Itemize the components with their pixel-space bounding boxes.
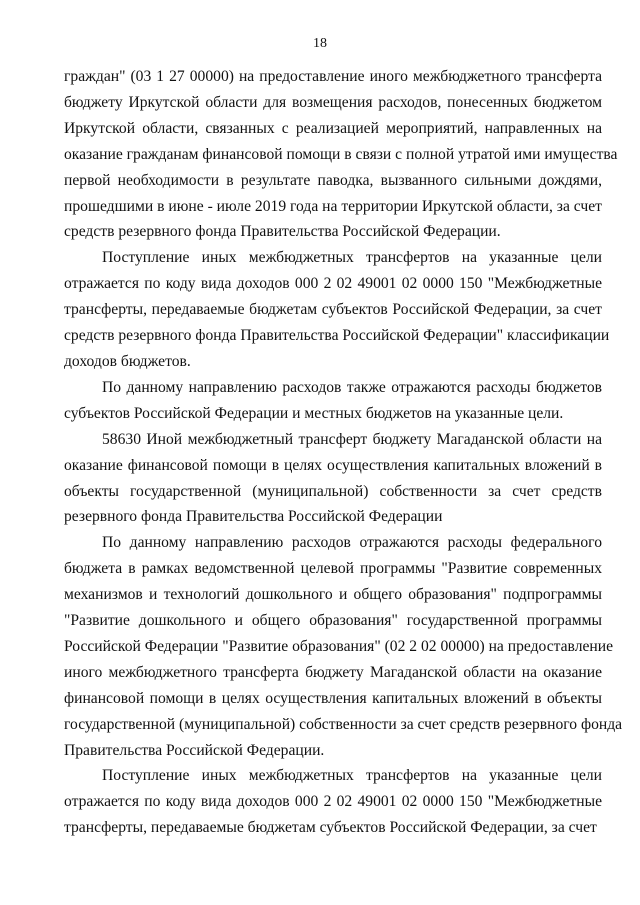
- text-line: По данному направлению расходов также отражаются расходы бюджетов: [102, 378, 602, 396]
- text-line: Поступление иных межбюджетных трансфертов на указанные цели: [102, 767, 602, 785]
- text-line: 58630 Иной межбюджетный трансферт бюджету Магаданской области на: [102, 430, 602, 448]
- text-line: отражается по коду вида доходов 000 2 02 49001 02 0000 150 "Межбюджетные: [64, 275, 602, 293]
- text-line: трансферты, передаваемые бюджетам субъектов Российской Федерации, за счет: [64, 301, 602, 319]
- text-line: доходов бюджетов.: [64, 352, 191, 370]
- text-line: субъектов Российской Федерации и местных бюджетов на указанные цели.: [64, 404, 564, 422]
- text-line: Поступление иных межбюджетных трансфертов на указанные цели: [102, 249, 602, 267]
- text-line: Правительства Российской Федерации.: [64, 741, 325, 759]
- text-line: объекты государственной (муниципальной) собственности за счет средств: [64, 482, 602, 500]
- text-line: механизмов и технологий дошкольного и общего образования" подпрограммы: [64, 586, 602, 604]
- text-line: бюджету Иркутской области для возмещения расходов, понесенных бюджетом: [64, 93, 602, 111]
- paragraph: [64, 375, 602, 427]
- text-line: Иркутской области, связанных с реализацией мероприятий, направленных на: [64, 119, 602, 137]
- paragraph: [64, 763, 602, 841]
- paragraph: [64, 530, 623, 763]
- text-line: первой необходимости в результате паводка, вызванного сильными дождями,: [64, 171, 602, 189]
- document-body: [64, 64, 623, 841]
- text-line: резервного фонда Правительства Российской Федерации: [64, 508, 443, 526]
- text-line: прошедшими в июне - июле 2019 года на территории Иркутской области, за счет: [64, 197, 602, 215]
- text-line: иного межбюджетного трансферта бюджету Магаданской области на оказание: [64, 663, 602, 681]
- text-line: бюджета в рамках ведомственной целевой программы "Развитие современных: [64, 560, 602, 578]
- text-line: "Развитие дошкольного и общего образования" государственной программы: [64, 612, 602, 630]
- text-line: государственной (муниципальной) собственности за счет средств резервного фонда: [64, 715, 623, 733]
- text-line: оказание финансовой помощи в целях осуществления капитальных вложений в: [64, 456, 602, 474]
- text-line: Российской Федерации "Развитие образования" (02 2 02 00000) на предоставление: [64, 637, 614, 655]
- text-line: По данному направлению расходов отражаются расходы федерального: [102, 534, 602, 552]
- text-line: оказание гражданам финансовой помощи в связи с полной утратой ими имущества: [64, 145, 618, 163]
- page-number: 18: [313, 36, 327, 51]
- paragraph: [64, 427, 602, 531]
- text-line: финансовой помощи в целях осуществления капитальных вложений в объекты: [64, 689, 602, 707]
- text-line: средств резервного фонда Правительства Российской Федерации" классификации: [64, 327, 610, 345]
- paragraph: [64, 64, 618, 245]
- text-line: граждан" (03 1 27 00000) на предоставление иного межбюджетного трансферта: [64, 68, 602, 85]
- text-line: трансферты, передаваемые бюджетам субъектов Российской Федерации, за счет: [64, 819, 597, 837]
- paragraph: [64, 245, 610, 375]
- text-line: средств резервного фонда Правительства Российской Федерации.: [64, 223, 501, 241]
- text-line: отражается по коду вида доходов 000 2 02 49001 02 0000 150 "Межбюджетные: [64, 793, 602, 811]
